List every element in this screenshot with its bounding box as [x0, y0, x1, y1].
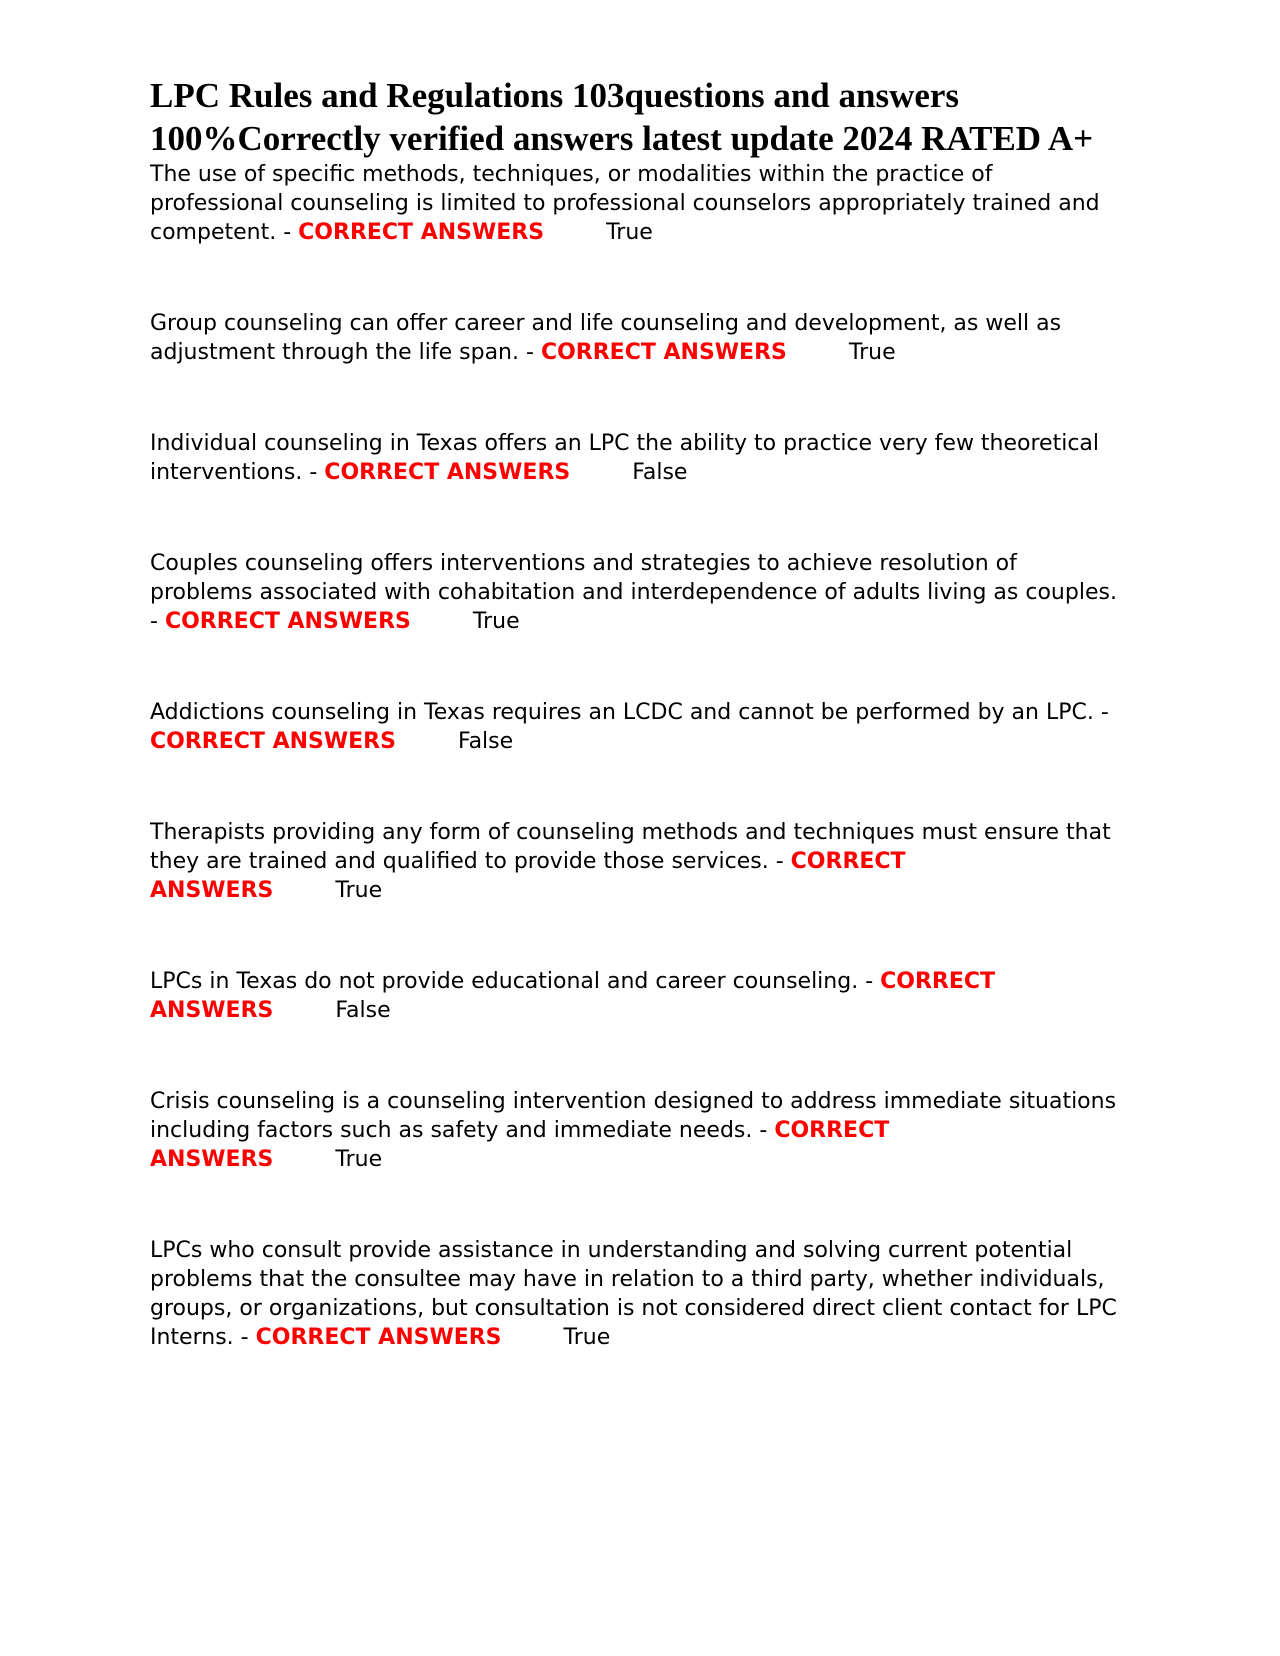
qa-item [150, 160, 1125, 247]
question-text: Group counseling can offer career and life counseling and development, as well as adjustment through the life span. [150, 311, 1062, 365]
qa-list [150, 160, 1125, 1352]
answer-value: False [457, 729, 514, 754]
correct-answers-label: CORRECT ANSWERS [150, 969, 996, 1023]
qa-item [150, 818, 1125, 905]
answer-value: True [563, 1325, 611, 1350]
document-title: LPC Rules and Regulations 103questions and answers 100%Correctly verified answers latest update 2024 RATED A+ [150, 76, 1094, 158]
qa-item [150, 309, 1125, 367]
correct-answers-label: CORRECT ANSWERS [150, 729, 396, 754]
answer-value: True [335, 1147, 383, 1172]
qa-item [150, 1236, 1125, 1352]
question-text: Crisis counseling is a counseling intervention designed to address immediate situations including factors such as safety and immediate needs. [150, 1089, 1117, 1143]
separator: - [1093, 700, 1109, 725]
answer-value: True [848, 340, 896, 365]
separator: - [768, 849, 791, 874]
question-text: Couples counseling offers interventions and strategies to achieve resolution of problems associated with cohabitation and interdependence of adults living as couples. [150, 551, 1117, 605]
separator: - [150, 609, 165, 634]
separator: - [858, 969, 881, 994]
question-text: Therapists providing any form of counseling methods and techniques must ensure that they are trained and qualified to provide those services. [150, 820, 1111, 874]
qa-item [150, 429, 1125, 487]
correct-answers-label: CORRECT ANSWERS [150, 849, 906, 903]
correct-answers-label: CORRECT ANSWERS [255, 1325, 502, 1350]
document-page [150, 74, 1125, 1414]
separator: - [276, 220, 299, 245]
qa-item [150, 698, 1125, 756]
correct-answers-label: CORRECT ANSWERS [164, 609, 411, 634]
answer-value: False [632, 460, 688, 485]
separator: - [233, 1325, 256, 1350]
correct-answers-label: CORRECT ANSWERS [298, 220, 545, 245]
separator: - [519, 340, 541, 365]
qa-item [150, 967, 1125, 1025]
question-text: LPCs who consult provide assistance in understanding and solving current potential problems that the consultee may have in relation to a third party, whether individuals, groups, or organizations, but consultation is not considered direct client contact for LPC Interns. [150, 1238, 1117, 1350]
correct-answers-label: CORRECT ANSWERS [540, 340, 787, 365]
answer-value: False [335, 998, 391, 1023]
question-text: The use of specific methods, techniques, or modalities within the practice of professional counseling is limited to professional counselors appropriately trained and competent. [150, 162, 1100, 245]
answer-value: True [335, 878, 383, 903]
separator: - [752, 1118, 775, 1143]
correct-answers-label: CORRECT ANSWERS [150, 1118, 890, 1172]
question-text: Individual counseling in Texas offers an LPC the ability to practice very few theoretical interventions. [150, 431, 1100, 485]
question-text: Addictions counseling in Texas requires an LCDC and cannot be performed by an LPC. [150, 700, 1094, 725]
qa-item [150, 549, 1125, 636]
answer-value: True [606, 220, 653, 245]
question-text: LPCs in Texas do not provide educational and career counseling. [150, 969, 859, 994]
correct-answers-label: CORRECT ANSWERS [324, 460, 571, 485]
qa-item [150, 1087, 1125, 1174]
answer-value: True [472, 609, 520, 634]
separator: - [302, 460, 325, 485]
